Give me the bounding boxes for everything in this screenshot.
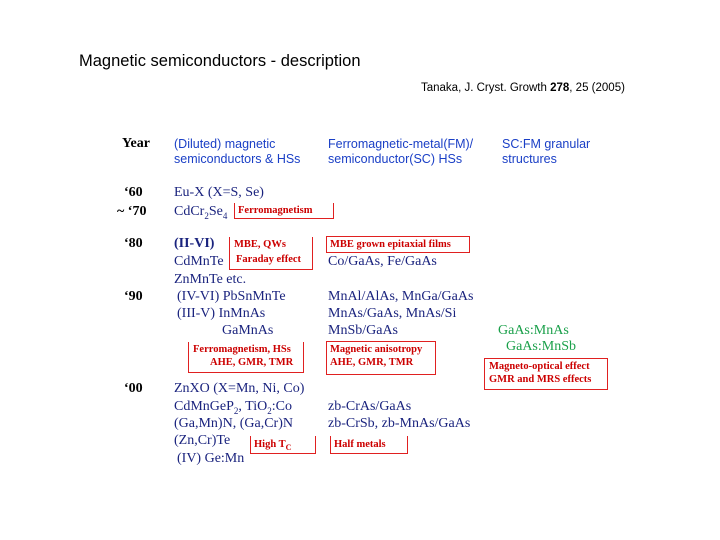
year-80: ‘80	[124, 236, 143, 251]
col1-row-80c: ZnMnTe etc.	[174, 272, 247, 287]
col2-row-90a: MnAl/AlAs, MnGa/GaAs	[328, 289, 474, 304]
col1-row-90a: (IV-VI) PbSnMnTe	[177, 289, 286, 304]
header-col1-line2: semiconductors & HSs	[174, 152, 301, 166]
col2-row-00a: zb-CrAs/GaAs	[328, 399, 412, 414]
header-col3-line2: structures	[502, 152, 557, 166]
label-half-metals	[330, 436, 408, 454]
header-col1	[174, 137, 300, 167]
label-ferromagnetism-text: Ferromagnetism	[238, 205, 313, 216]
citation-suffix: , 25 (2005)	[569, 82, 625, 94]
header-col2	[328, 137, 473, 167]
label-ferro-hss: Ferromagnetism, HSs	[193, 344, 291, 355]
header-col2-line2: semiconductor(SC) HSs	[328, 152, 463, 166]
col2-row-80a: Co/GaAs, Fe/GaAs	[328, 254, 437, 269]
year-90: ‘90	[124, 289, 143, 304]
col1-row-00b-a: CdMnGeP	[174, 399, 234, 414]
label-high-tc-sub: C	[285, 443, 292, 453]
col1-row-70-sub2: 4	[222, 210, 228, 221]
label-gmr-mrs: GMR and MRS effects	[489, 374, 592, 385]
label-high-tc	[250, 436, 316, 454]
citation-volume: 278	[550, 82, 570, 94]
year-70: ~ ‘70	[117, 204, 147, 219]
citation	[421, 82, 625, 94]
year-00: ‘00	[124, 381, 143, 396]
col1-row-70-a: CdCr	[174, 204, 205, 219]
col1-row-00a: ZnXO (X=Mn, Ni, Co)	[174, 381, 305, 396]
header-col2-line1: Ferromagnetic-metal(FM)/	[328, 137, 474, 151]
label-ahe-gmr-tmr2: AHE, GMR, TMR	[330, 357, 414, 368]
label-ahe-gmr-tmr: AHE, GMR, TMR	[210, 357, 294, 368]
label-mbe-films-text: MBE grown epitaxial films	[330, 239, 451, 250]
col1-row-70-sub1: 2	[204, 210, 209, 221]
col1-row-80b	[174, 254, 224, 270]
page-title: Magnetic semiconductors - description	[79, 52, 361, 70]
col1-row-60: Eu-X (X=S, Se)	[174, 185, 264, 200]
col1-row-80b-b: MnTe	[190, 254, 224, 269]
header-year: Year	[122, 136, 150, 151]
col1-row-00e: (IV) Ge:Mn	[177, 451, 245, 466]
col1-row-90c: GaMnAs	[222, 323, 274, 338]
header-col3-line1: SC:FM granular	[502, 137, 591, 151]
col2-row-90c: MnSb/GaAs	[328, 323, 399, 338]
col1-row-00d: (Zn,Cr)Te	[174, 433, 231, 448]
col1-row-00b-b: , TiO	[238, 399, 268, 414]
col1-row-80a: (II-VI)	[174, 236, 215, 251]
col3-row-90a: GaAs:MnAs	[498, 323, 569, 338]
col1-row-80b-a: Cd	[174, 254, 191, 269]
year-60: ‘60	[124, 185, 143, 200]
label-mbe-qws: MBE, QWs	[234, 239, 286, 250]
col1-row-00b-sub: 2	[233, 405, 239, 416]
header-col1-line1: (Diluted) magnetic	[174, 137, 276, 151]
label-magneto-optical: Magneto-optical effect	[489, 361, 590, 372]
col1-row-00c: (Ga,Mn)N, (Ga,Cr)N	[174, 416, 293, 431]
label-mbe-films	[326, 236, 470, 253]
header-col3	[502, 137, 590, 167]
label-mag-aniso: Magnetic anisotropy	[330, 344, 423, 355]
col1-row-70	[174, 204, 227, 221]
col1-row-00b-c: :Co	[271, 399, 292, 414]
col1-row-90b: (III-V) InMnAs	[177, 306, 266, 321]
label-faraday: Faraday effect	[236, 254, 302, 265]
col3-row-90b: GaAs:MnSb	[506, 339, 577, 354]
col1-row-70-b: Se	[208, 204, 223, 219]
col2-row-00b: zb-CrSb, zb-MnAs/GaAs	[328, 416, 471, 431]
label-half-metals-text: Half metals	[334, 439, 386, 450]
label-ferromagnetism	[234, 203, 334, 219]
col2-row-90b: MnAs/GaAs, MnAs/Si	[328, 306, 457, 321]
label-high-tc-text: High T	[254, 439, 286, 450]
citation-prefix: Tanaka, J. Cryst. Growth	[421, 82, 551, 94]
col1-row-00b	[174, 399, 292, 416]
col1-row-00b-sub2: 2	[267, 405, 272, 416]
